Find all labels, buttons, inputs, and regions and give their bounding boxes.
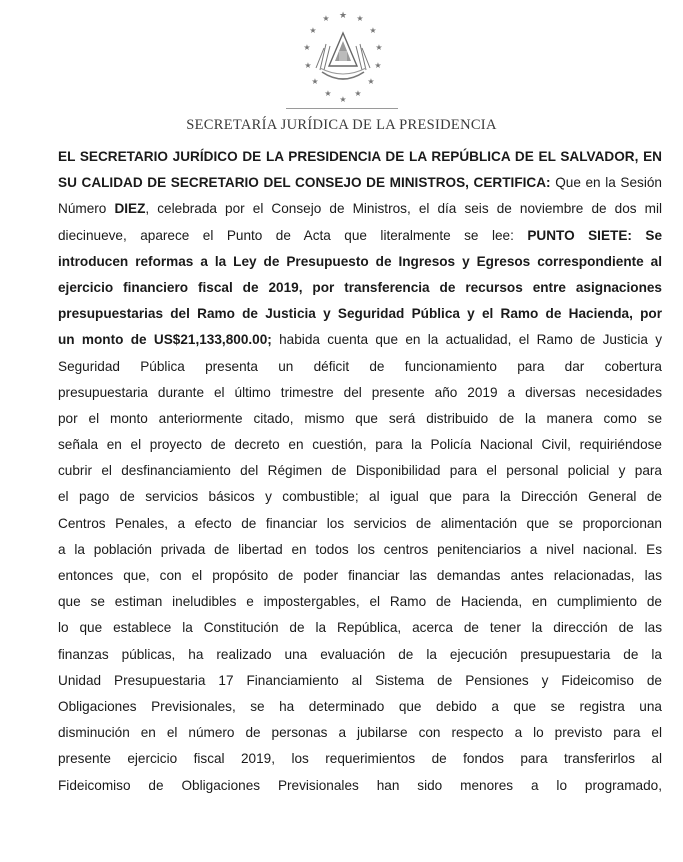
text: Seguridad Pública presenta un déficit de funcionamiento para dar cobertura — [58, 358, 662, 374]
svg-text:★: ★ — [309, 26, 317, 35]
text: habida cuenta que en la actualidad, el Ramo de Justicia y — [271, 332, 662, 348]
bold-text: introducen reformas a la Ley de Presupuesto de Ingresos y Egresos correspondiente al — [58, 253, 662, 269]
text: Obligaciones Previsionales, se ha determinado que debido a que se registra una — [58, 698, 662, 714]
bold-text: ejercicio financiero fiscal de 2019, por transferencia de recursos entre asignaciones — [58, 279, 662, 295]
body-line — [58, 170, 662, 196]
body-line — [58, 615, 662, 641]
text: finanzas públicas, ha realizado una evaluación de la ejecución presupuestaria de la — [58, 646, 662, 662]
text: diecinueve, aparece el Punto de Acta que literalmente se lee: — [58, 227, 528, 243]
svg-text:★: ★ — [311, 77, 319, 86]
body-line — [58, 484, 662, 510]
body-line — [58, 223, 662, 249]
text: cubrir el desfinanciamiento del Régimen de Disponibilidad para el personal policial y para — [58, 463, 662, 479]
text: Fideicomiso de Obligaciones Previsionales han sido menores a lo programado, — [58, 777, 662, 793]
svg-text:★: ★ — [374, 61, 382, 70]
body-line — [58, 668, 662, 694]
body-line — [58, 537, 662, 563]
body-line — [58, 694, 662, 720]
text: por el monto anteriormente citado, mismo que será distribuido de la manera como se — [58, 410, 662, 426]
bold-text: un monto de US$21,133,800.00; — [58, 332, 272, 348]
body-line — [58, 458, 662, 484]
body-line — [58, 589, 662, 615]
body-line — [58, 773, 662, 799]
svg-text:★: ★ — [304, 61, 312, 70]
office-title: SECRETARÍA JURÍDICA DE LA PRESIDENCIA — [186, 117, 497, 133]
text: el pago de servicios básicos y combustible; al igual que para la Dirección General de — [58, 489, 662, 505]
text: lo que establece la Constitución de la República, acerca de tener la dirección de las — [58, 620, 662, 636]
body-line — [58, 511, 662, 537]
svg-text:★: ★ — [339, 95, 347, 104]
text: a la población privada de libertad en todos los centros penitenciarios a nivel nacional. Es — [58, 541, 662, 557]
bold-text: EL SECRETARIO JURÍDICO DE LA PRESIDENCIA DE LA REPÚBLICA DE EL SALVADOR, EN — [58, 149, 662, 164]
text: que se estiman ineludibles e impostergables, el Ramo de Hacienda, en cumplimiento de — [58, 594, 662, 610]
body-line — [58, 275, 662, 301]
text: Número — [58, 201, 115, 217]
body-line — [58, 642, 662, 668]
svg-text:★: ★ — [367, 77, 375, 86]
body-line — [58, 354, 662, 380]
svg-text:★: ★ — [356, 14, 364, 23]
bold-text: presupuestarias del Ramo de Justicia y Seguridad Pública y el Ramo de Hacienda, por — [58, 306, 662, 322]
body-line — [58, 144, 662, 170]
text: presupuestaria durante el último trimestre del presente año 2019 a diversas necesidades — [58, 384, 662, 400]
text: Unidad Presupuestaria 17 Financiamiento al Sistema de Pensiones y Fideicomiso de — [58, 672, 662, 688]
certification-text — [58, 144, 662, 799]
text: , celebrada por el Consejo de Ministros, el día seis de noviembre de dos mil — [145, 201, 663, 217]
text: señala en el proyecto de decreto en cuestión, para la Policía Nacional Civil, requiriéndose — [58, 437, 662, 453]
body-line — [58, 196, 662, 222]
body-line — [58, 380, 662, 406]
body-line — [58, 249, 662, 275]
body-line — [58, 720, 662, 746]
text: Que en la Sesión — [550, 175, 662, 191]
body-line — [58, 432, 662, 458]
svg-text:★: ★ — [354, 89, 362, 98]
body-line — [58, 301, 662, 327]
svg-text:★: ★ — [322, 14, 330, 23]
bold-text: SU CALIDAD DE SECRETARIO DEL CONSEJO DE MINISTROS, CERTIFICA: — [58, 175, 551, 191]
svg-text:★: ★ — [324, 89, 332, 98]
svg-text:★: ★ — [375, 43, 383, 52]
body-line — [58, 327, 662, 353]
bold-text: PUNTO SIETE: Se — [527, 227, 663, 243]
svg-text:★: ★ — [303, 43, 311, 52]
text: Centros Penales, a efecto de financiar los servicios de alimentación que se proporcionan — [58, 515, 662, 531]
body-line — [58, 406, 662, 432]
body-line — [58, 563, 662, 589]
body-line — [58, 746, 662, 772]
text: presente ejercicio fiscal 2019, los requerimientos de fondos para transferirlos al — [58, 751, 662, 767]
header-divider — [286, 108, 398, 109]
text: disminución en el número de personas a jubilarse con respecto a lo previsto para el — [58, 725, 662, 741]
text: entonces que, con el propósito de poder financiar las demandas antes relacionadas, las — [58, 568, 662, 583]
coat-of-arms-seal-icon — [296, 6, 390, 110]
bold-text: DIEZ — [114, 201, 146, 217]
svg-text:★: ★ — [369, 26, 377, 35]
svg-text:★: ★ — [338, 10, 348, 20]
